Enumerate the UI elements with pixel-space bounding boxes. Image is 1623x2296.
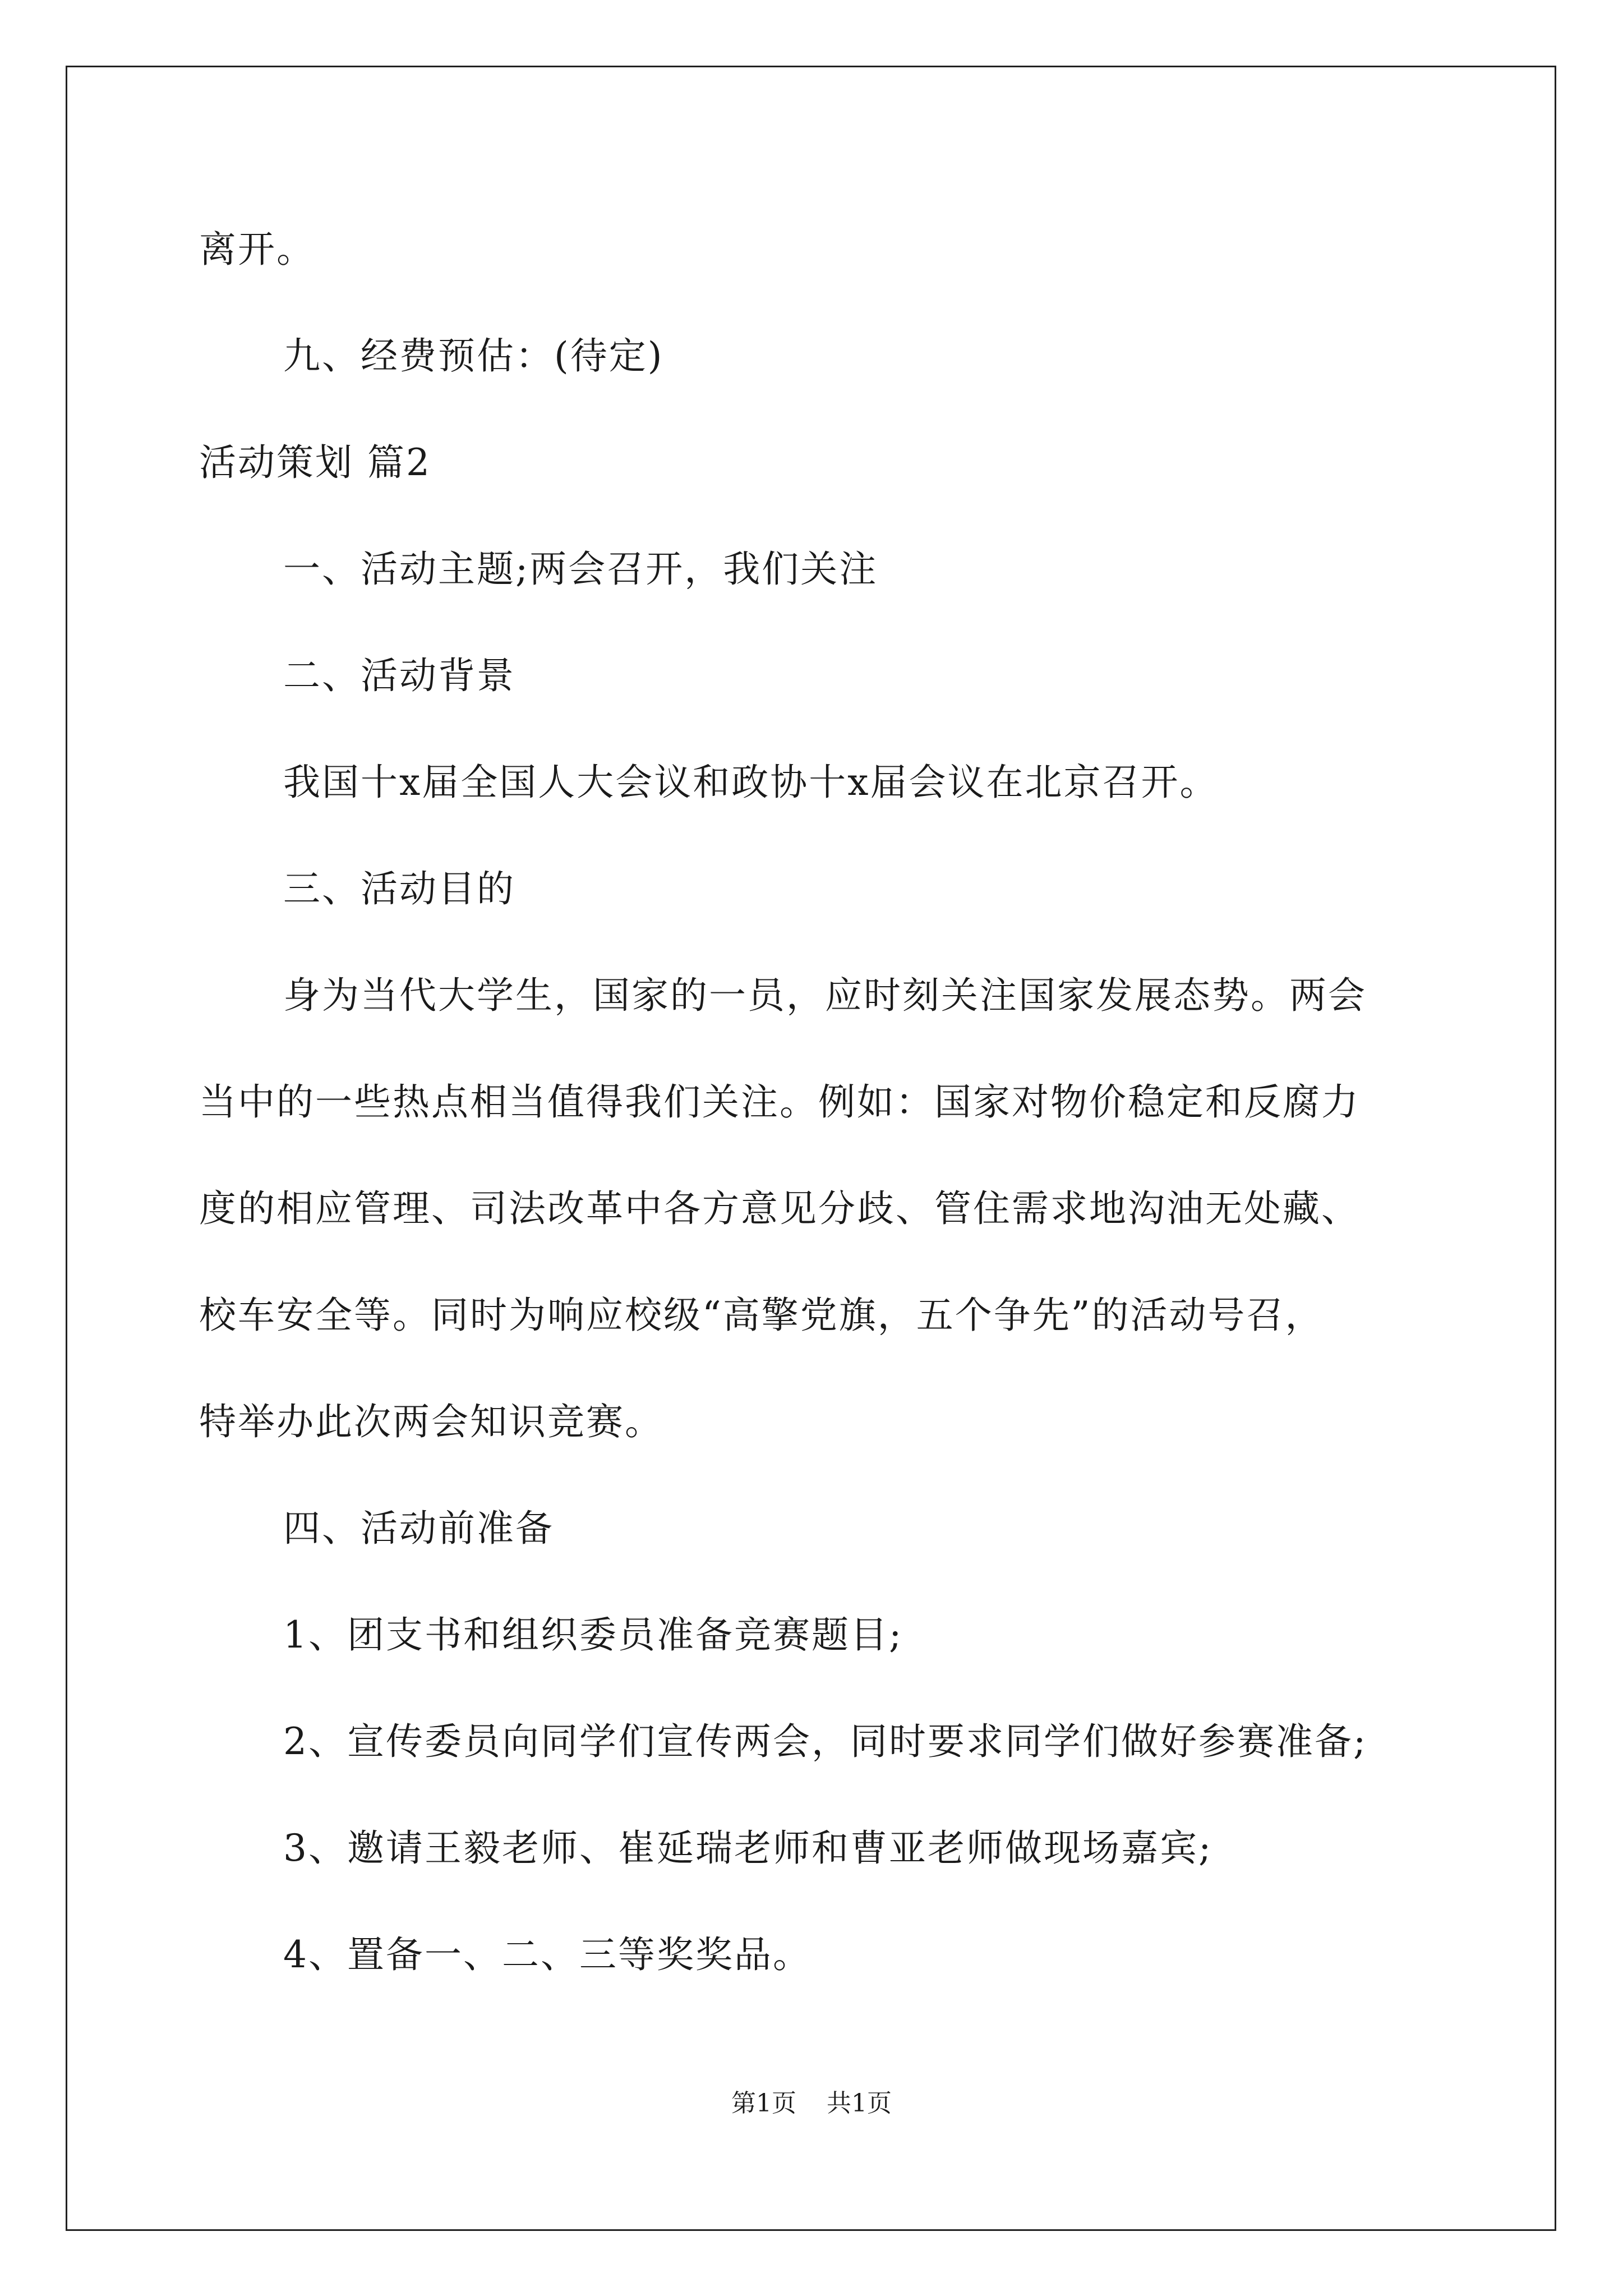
text-line-budget: 九、经费预估：(待定): [283, 334, 664, 378]
text-line-preparation-item-2: 2、宣传委员向同学们宣传两会，同时要求同学们做好参赛准备;: [283, 1720, 1368, 1763]
page-number-total: 共1页: [827, 2089, 892, 2118]
text-line-theme: 一、活动主题;两会召开，我们关注: [283, 547, 878, 591]
text-line-purpose-body-3: 度的相应管理、司法改革中各方意见分歧、管住需求地沟油无处藏、: [199, 1187, 1360, 1230]
text-line-background-heading: 二、活动背景: [283, 654, 515, 697]
text-line-purpose-body-2: 当中的一些热点相当值得我们关注。例如：国家对物价稳定和反腐力: [199, 1080, 1360, 1124]
page-number-current: 第1页: [731, 2089, 796, 2118]
text-line-preparation-item-4: 4、置备一、二、三等奖奖品。: [283, 1933, 811, 1976]
text-line-background-body: 我国十x届全国人大会议和政协十x届会议在北京召开。: [283, 761, 1219, 804]
page-border: [66, 66, 1556, 2231]
page-footer: [0, 2087, 1623, 2120]
text-line-preparation-item-3: 3、邀请王毅老师、崔延瑞老师和曹亚老师做现场嘉宾;: [283, 1826, 1213, 1870]
text-line-preparation-item-1: 1、团支书和组织委员准备竞赛题目;: [283, 1613, 903, 1657]
text-line-preparation-heading: 四、活动前准备: [283, 1507, 554, 1550]
text-line-purpose-body-4: 校车安全等。同时为响应校级“高擎党旗，五个争先”的活动号召，: [199, 1294, 1324, 1337]
text-line-purpose-body-5: 特举办此次两会知识竞赛。: [199, 1400, 663, 1443]
section-heading-plan-2: 活动策划 篇2: [199, 441, 431, 484]
text-line-leaving: 离开。: [199, 228, 315, 271]
text-line-purpose-body-1: 身为当代大学生，国家的一员，应时刻关注国家发展态势。两会: [283, 974, 1367, 1017]
text-line-purpose-heading: 三、活动目的: [283, 867, 515, 910]
